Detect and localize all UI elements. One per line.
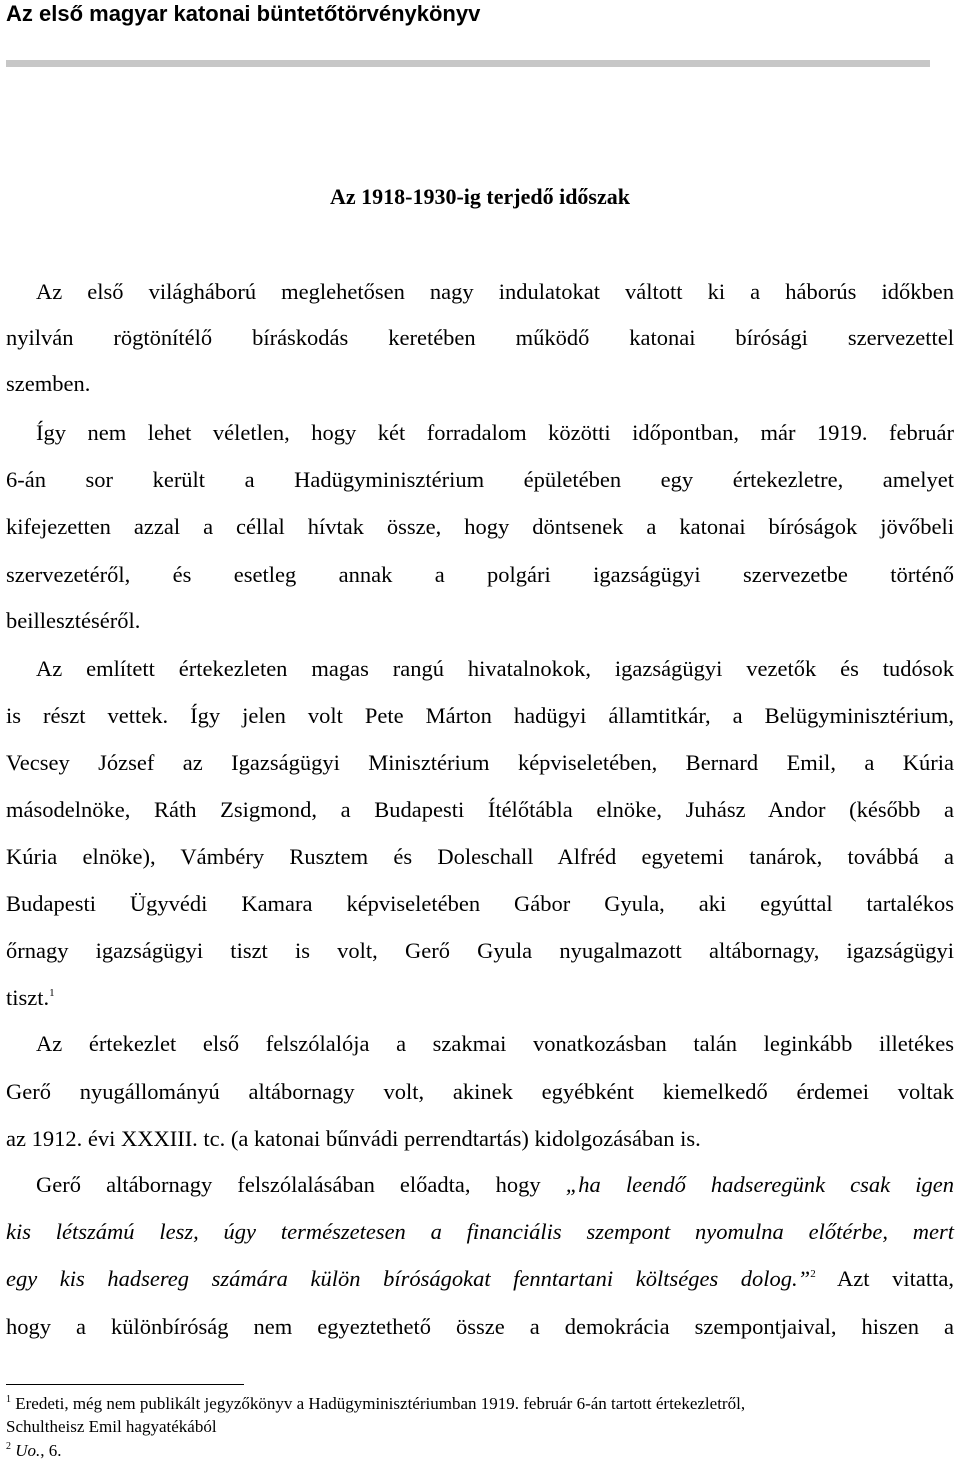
paragraph-line: Így nem lehet véletlen, hogy két forradalom közötti időpontban, már 1919. február bbox=[36, 420, 954, 445]
footnote-mark: 2 bbox=[6, 1441, 11, 1452]
paragraph-text: Azt vitatta, bbox=[815, 1266, 954, 1291]
quotation-text: „ha leendő hadseregünk csak igen bbox=[565, 1172, 954, 1197]
paragraph-line: szervezetéről, és esetleg annak a polgári igazságügyi szervezetbe történő bbox=[6, 562, 954, 587]
footnote-reference-2[interactable]: 2 bbox=[810, 1268, 816, 1280]
footnote-2 bbox=[6, 1440, 954, 1462]
footnote-text: Eredeti, még nem publikált jegyzőkönyv a Hadügyminisztériumban 1919. február 6-án tartott értekezletről, bbox=[11, 1394, 746, 1413]
paragraph-line: nyilván rögtönítélő bíráskodás keretében működő katonai bírósági szervezettel bbox=[6, 325, 954, 350]
document-title: Az első magyar katonai büntetőtörvénykönyv bbox=[6, 1, 481, 26]
footnote-mark: 1 bbox=[6, 1394, 11, 1405]
paragraph-line: kifejezetten azzal a céllal hívtak össze, hogy döntsenek a katonai bíróságok jövőbeli bbox=[6, 514, 954, 539]
paragraph-line: is részt vettek. Így jelen volt Pete Márton hadügyi államtitkár, a Belügyminisztérium, bbox=[6, 703, 954, 728]
paragraph-line: beillesztéséről. bbox=[6, 608, 141, 633]
paragraph-line: szemben. bbox=[6, 371, 91, 396]
section-heading: Az 1918-1930-ig terjedő időszak bbox=[329, 184, 630, 209]
footnote-1 bbox=[6, 1393, 954, 1415]
paragraph-text: tiszt. bbox=[6, 985, 50, 1010]
paragraph-line bbox=[36, 1170, 954, 1200]
paragraph-line: Az említett értekezleten magas rangú hivatalnokok, igazságügyi vezetők és tudósok bbox=[36, 656, 954, 681]
paragraph-line: másodelnöke, Ráth Zsigmond, a Budapesti Ítélőtábla elnöke, Juhász Andor (később a bbox=[6, 797, 954, 822]
footnote-1-continuation: Schultheisz Emil hagyatékából bbox=[6, 1417, 217, 1436]
paragraph-line bbox=[6, 1264, 954, 1294]
paragraph-line: az 1912. évi XXXIII. tc. (a katonai bűnvádi perrendtartás) kidolgozásában is. bbox=[6, 1126, 701, 1151]
paragraph-text: Gerő altábornagy felszólalásában előadta, hogy bbox=[36, 1172, 566, 1197]
footnote-text: , 6. bbox=[40, 1441, 62, 1460]
quotation-text: kis létszámú lesz, úgy természetesen a financiális szempont nyomulna előtérbe, mert bbox=[6, 1219, 954, 1244]
paragraph-line: 6-án sor került a Hadügyminisztérium épületében egy értekezletre, amelyet bbox=[6, 467, 954, 492]
paragraph-line bbox=[6, 983, 954, 1013]
paragraph-line: Budapesti Ügyvédi Kamara képviseletében Gábor Gyula, aki egyúttal tartalékos bbox=[6, 891, 954, 916]
paragraph-line: Gerő nyugállományú altábornagy volt, akinek egyébként kiemelkedő érdemei voltak bbox=[6, 1079, 954, 1104]
paragraph-line: őrnagy igazságügyi tiszt is volt, Gerő Gyula nyugalmazott altábornagy, igazságügyi bbox=[6, 938, 954, 963]
title-divider bbox=[6, 60, 930, 67]
footnote-text: Uo. bbox=[15, 1441, 41, 1460]
footnote-divider bbox=[6, 1384, 244, 1385]
paragraph-line: Az első világháború meglehetősen nagy indulatokat váltott ki a háborús időkben bbox=[36, 279, 954, 304]
paragraph-line: Az értekezlet első felszólalója a szakmai vonatkozásban talán leginkább illetékes bbox=[36, 1031, 954, 1056]
paragraph-line: Kúria elnöke), Vámbéry Rusztem és Doleschall Alfréd egyetemi tanárok, továbbá a bbox=[6, 844, 954, 869]
paragraph-line: Vecsey József az Igazságügyi Minisztérium képviseletében, Bernard Emil, a Kúria bbox=[6, 750, 954, 775]
quotation-text: egy kis hadsereg számára külön bíróságokat fenntartani költséges dolog.” bbox=[6, 1266, 811, 1291]
footnote-reference-1[interactable]: 1 bbox=[49, 987, 55, 999]
paragraph-line: hogy a különbíróság nem egyeztethető össze a demokrácia szempontjaival, hiszen a bbox=[6, 1314, 954, 1339]
paragraph-line bbox=[6, 1217, 954, 1247]
